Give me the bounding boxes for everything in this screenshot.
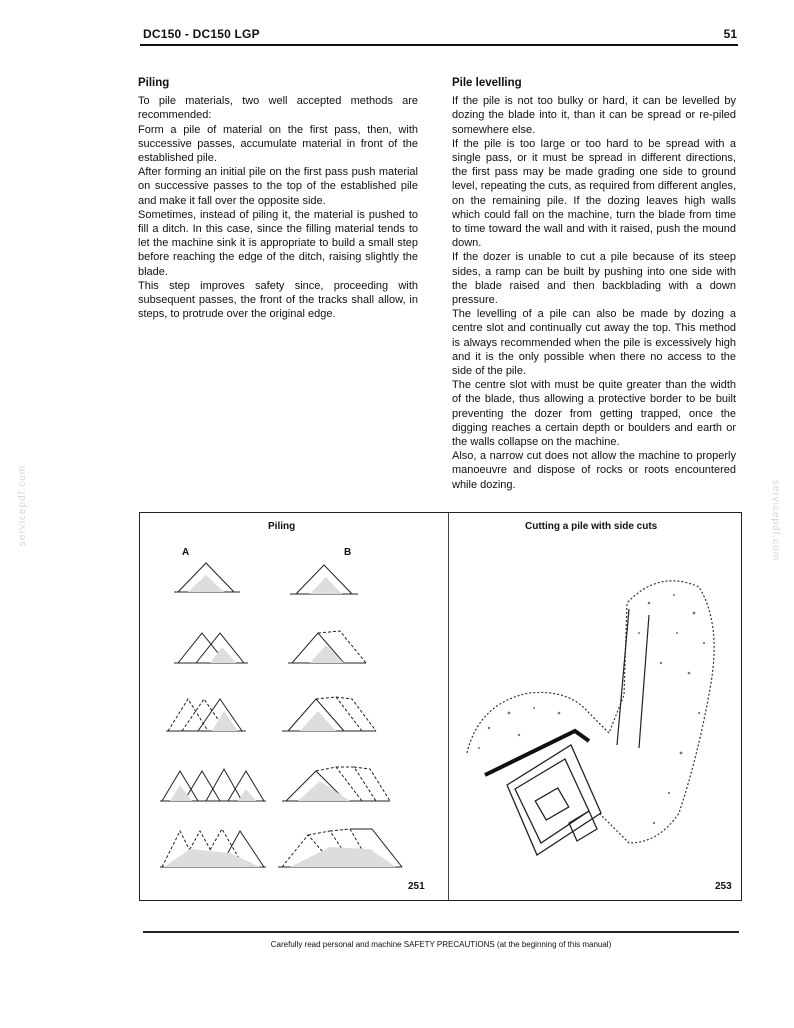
pile-b-step-5 [278,829,402,867]
model-name: DC150 - DC150 LGP [143,27,260,41]
dozer-blade [485,731,589,775]
figure-number-253: 253 [715,881,732,892]
dozer-body [507,745,601,855]
figure-number-251: 251 [408,881,425,892]
pile-outline [467,581,714,843]
piling-paragraph: After forming an initial pile on the first pass push material on successive passes to the top of the established pile and make it fall over the opposite side. [138,166,418,207]
side-cut-diagram [449,513,741,902]
pile-a-step-1 [174,563,240,592]
pile-levelling-paragraph: The levelling of a pile can also be made by dozing a centre slot and continually cut away the top. This method is always recommended when the pile is excessively high and it is the only possible when there no access to the side of the pile. [452,308,736,378]
piling-paragraph: This step improves safety since, proceeding with subsequent passes, the front of the tracks shall allow, in steps, to protrude over the original edge. [138,279,418,321]
pile-b-step-3 [282,697,376,731]
page-header [143,27,737,43]
watermark-right: servicepdf.com [770,479,782,562]
pile-levelling-paragraph: If the pile is not too bulky or hard, it can be levelled by dozing the blade into it, than it can be spread or re-piled somewhere else. [452,95,736,136]
pile-b-step-1 [290,565,358,594]
pile-a-step-4 [160,769,266,801]
method-b-label: B [344,547,352,558]
method-a-label: A [182,547,190,558]
pile-a-step-2 [174,633,248,663]
piling-section [138,76,418,321]
pile-levelling-heading: Pile levelling [452,77,522,89]
page-number: 51 [723,27,737,41]
pile-levelling-paragraph: The centre slot with must be quite greater than the width of the blade, thus allowing a protective border to be built preventing the dozer from getting trapped, once the digging reaches a certain depth or boulders and earth or the walls collapse on the machine. [452,379,736,449]
pile-b-step-4 [282,767,390,801]
pile-a-step-3 [166,699,246,731]
piling-paragraph: Sometimes, instead of piling it, the material is pushed to fill a ditch. In this case, since the filling material tends to let the machine sink it is appropriate to build a small step before reaching the edge of the ditch, raising slightly the blade. [138,208,418,278]
pile-texture [478,594,705,824]
footer-rule [143,931,739,933]
pile-levelling-section [452,76,736,492]
illustration-box [139,512,742,901]
piling-diagram [140,513,448,902]
pile-levelling-paragraph: If the dozer is unable to cut a pile because of its steep sides, a ramp can be built by pushing into one side with the blade raised and then backblading with a down pressure. [452,251,736,307]
cut-channel [617,609,649,748]
piling-paragraph: To pile materials, two well accepted methods are recommended: [138,95,418,122]
pile-levelling-paragraph: If the pile is too large or too hard to be spread with a single pass, or it must be spread in different directions, the first pass may be made grading one side to ground level, repeating the cuts, as required from different angles, on the remaining pile. If the dozing leaves high walls which could fall on the machine, turn the blade from time to time toward the wall and with it raised, push the mound down. [452,137,736,250]
safety-footer-note: Carefully read personal and machine SAFETY PRECAUTIONS (at the beginning of this manual) [270,940,612,949]
piling-figure-title: Piling [268,521,296,532]
pile-levelling-paragraph: Also, a narrow cut does not allow the machine to properly manoeuvre and dispose of rocks or roots encountered while dozing. [452,450,736,491]
watermark-left: servicepdf.com [17,464,29,547]
header-rule [140,44,738,46]
piling-heading: Piling [138,77,170,89]
cutting-figure-title: Cutting a pile with side cuts [525,521,658,532]
pile-b-step-2 [288,631,366,663]
piling-paragraph: Form a pile of material on the first pass, then, with successive passes, accumulate material in front of the established pile. [138,123,418,165]
pile-a-step-5 [160,829,266,867]
